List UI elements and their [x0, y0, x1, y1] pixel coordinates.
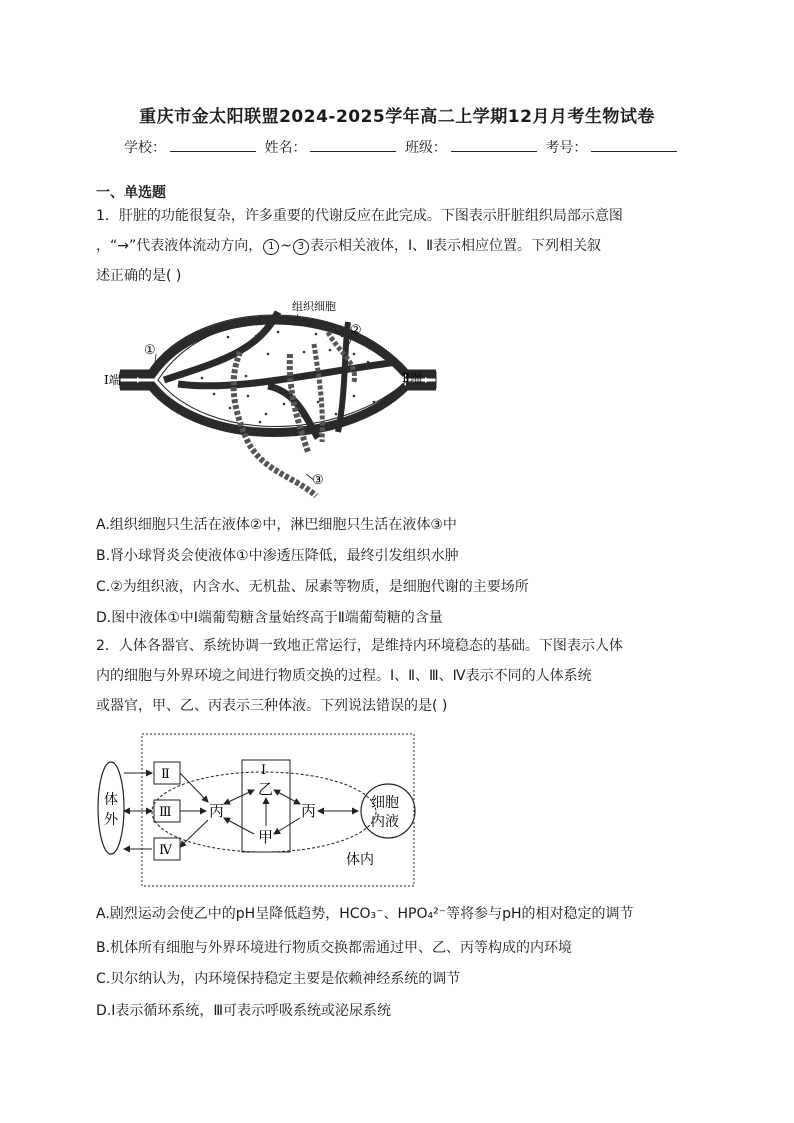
fluid-jia: 甲: [258, 828, 274, 846]
fluid-bing-left: 丙: [209, 802, 225, 820]
q2-line-3: 或器官，甲、乙、丙表示三种体液。下列说法错误的是( ): [96, 698, 448, 714]
class-label: 班级：: [404, 140, 447, 156]
end-1-label: Ⅰ端: [104, 373, 121, 387]
system-1-label: Ⅰ: [261, 763, 267, 778]
system-3-label: Ⅲ: [159, 805, 172, 820]
q1-option-a[interactable]: A.组织细胞只生活在液体②中，淋巴细胞只生活在液体③中: [96, 517, 457, 533]
cell-label-2: 内液: [371, 814, 399, 830]
exam-number-label: 考号：: [545, 140, 588, 156]
outside-label-2: 外: [104, 812, 118, 828]
q2-option-a[interactable]: A.剧烈运动会使乙中的pH呈降低趋势，HCO₃⁻、HPO₄²⁻等将参与pH的相对稳定的调节: [96, 906, 634, 922]
end-2-label: Ⅱ端: [402, 371, 423, 385]
class-field[interactable]: [451, 137, 537, 152]
q1-line-2: ，“→”代表液体流动方向， 1 ~ 3 表示相关液体，Ⅰ、Ⅱ表示相应位置。下列相关叙: [96, 238, 602, 254]
q2-option-d[interactable]: D.Ⅰ表示循环系统，Ⅲ可表示呼吸系统或泌尿系统: [96, 1003, 392, 1019]
q1-option-c[interactable]: C.②为组织液，内含水、无机盐、尿素等物质，是细胞代谢的主要场所: [96, 579, 529, 595]
material-exchange-diagram: [96, 732, 426, 892]
fluid-1-label: ①: [144, 343, 156, 358]
fluid-yi: 乙: [258, 780, 274, 798]
name-field[interactable]: [310, 137, 396, 152]
q2-line-2: 内的细胞与外界环境之间进行物质交换的过程。Ⅰ、Ⅱ、Ⅲ、Ⅳ表示不同的人体系统: [96, 668, 592, 684]
q1-line-3: 述正确的是( ): [96, 268, 182, 284]
tissue-cell-label: 组织细胞: [292, 300, 336, 313]
question-1-stem: [96, 201, 706, 291]
circled-3: 3: [293, 239, 309, 255]
system-4-label: Ⅳ: [159, 843, 172, 858]
fluid-3-label: ③: [312, 473, 324, 488]
circled-1: 1: [263, 239, 279, 255]
liver-tissue-diagram: [104, 292, 438, 502]
section-heading: 一、单选题: [96, 185, 166, 201]
q1-option-b[interactable]: B.肾小球肾炎会使液体①中渗透压降低，最终引发组织水肿: [96, 548, 459, 564]
exam-title: 重庆市金太阳联盟2024-2025学年高二上学期12月月考生物试卷: [139, 107, 655, 127]
q1-line-1: 1．肝脏的功能很复杂，许多重要的代谢反应在此完成。下图表示肝脏组织局部示意图: [96, 208, 623, 224]
inside-label: 体内: [346, 852, 374, 868]
school-label: 学校：: [124, 140, 166, 156]
name-label: 姓名：: [264, 140, 307, 156]
q2-option-c[interactable]: C.贝尔纳认为，内环境保持稳定主要是依赖神经系统的调节: [96, 971, 461, 987]
student-info-row: [124, 137, 681, 157]
q1-option-d[interactable]: D.图中液体①中Ⅰ端葡萄糖含量始终高于Ⅱ端葡萄糖的含量: [96, 610, 443, 626]
outside-label-1: 体: [104, 792, 118, 808]
school-field[interactable]: [170, 137, 256, 152]
question-2-stem: [96, 631, 706, 721]
exam-number-field[interactable]: [591, 137, 677, 152]
q2-line-1: 2．人体各器官、系统协调一致地正常运行，是维持内环境稳态的基础。下图表示人体: [96, 638, 623, 654]
cell-label-1: 细胞: [371, 795, 399, 811]
fluid-2-label: ②: [350, 323, 362, 338]
fluid-bing-right: 丙: [301, 802, 317, 820]
system-2-label: Ⅱ: [161, 767, 170, 782]
q2-option-b[interactable]: B.机体所有细胞与外界环境进行物质交换都需通过甲、乙、丙等构成的内环境: [96, 940, 573, 956]
